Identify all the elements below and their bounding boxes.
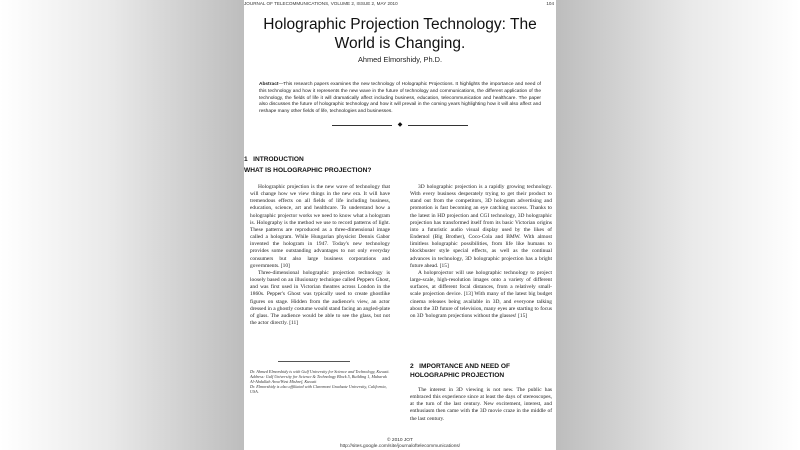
page-number: 104 xyxy=(546,1,554,6)
section-2-heading xyxy=(410,363,552,380)
viewer-background-left xyxy=(0,0,244,450)
copyright: © 2010 JOT xyxy=(387,438,413,443)
paragraph: 3D holographic projection is a rapidly growing technology. With every business desperately trying to get their product to stand out from the competitors, 3D hologram advertising and promotion is fast becoming an eye catching success. Thanks to the latest in HD projection and CGI technology, 3D holographic projection has transformed itself from its basic Victorian origins into a futuristic audio visual display used by the likes of Endemol (Big Brother), Coco-Cola and BMW. With almost limitless holographic possibilities, from life like humans to blockbuster style special effects, as well as the continual advances in technology, 3D holographic projection has a bright future ahead. [15] xyxy=(410,184,552,269)
section-1-subheading: WHAT IS HOLOGRAPHIC PROJECTION? xyxy=(244,167,372,174)
right-column xyxy=(410,184,552,320)
paragraph: Holographic projection is the new wave of technology that will change how we view things in the new era. It will have tremendous effects on all fields of life including business, education, science, art and healthcare. To understand how a holographic projector works we need to know what a hologram is. Holography is the method we use to record patterns of light. These patterns are reproduced as a three-dimensional image called a hologram. While Hungarian physicist Dennis Gabor invented the hologram in 1947. Today's new technology provides some outstanding advantages to not only everyday consumers but also large business corporations and governments. [10] xyxy=(250,184,390,269)
footnote: Dr. Ahmed Elmorshidy is with Gulf University for Science and Technology, Kuwait. Address: Gulf University for Science & Technology Block 5, Building 1, Mubarak Al-Abdullah Area/West Mishref, Kuwait xyxy=(250,369,390,385)
paper-title: Holographic Projection Technology: The World is Changing. xyxy=(263,16,537,52)
abstract xyxy=(259,82,541,116)
paragraph: Three-dimensional holographic projection technology is loosely based on an illusionary technique called Peppers Ghost, and was first used in Victorian theatres across London in the 1860s. Pepper's Ghost was typically used to create ghostlike figures on stage. Hidden from the audience's view, an actor dressed in a ghostly costume would stand facing an angled-plate of glass. The audience would be able to see the glass, but not the actor directly. [11] xyxy=(250,269,390,326)
section-1-heading xyxy=(244,156,304,165)
section-1-number: 1 xyxy=(244,156,248,163)
divider-line-left xyxy=(332,125,392,126)
diamond-icon: ◆ xyxy=(397,122,403,128)
journal-url[interactable]: http://sites.google.com/site/journaloftelecommunications/ xyxy=(339,444,461,449)
footnotes xyxy=(250,369,390,394)
abstract-label: Abstract xyxy=(259,82,279,87)
section-divider xyxy=(332,122,468,129)
viewer-background-right xyxy=(556,0,800,450)
paragraph: The interest in 3D viewing is not new. The public has embraced this experience since at least the days of stereoscopes, at the turn of the last century. New excitement, interest, and enthusiasm then came with the 3D movie craze in the middle of the last century. xyxy=(410,387,552,422)
left-column xyxy=(250,184,390,327)
footnote: Dr. Elmorshidy is also affiliated with Claremont Graduate University, California, USA. xyxy=(250,384,387,395)
section-2-title: IMPORTANCE AND NEED OF HOLOGRAPHIC PROJECTION xyxy=(410,363,511,379)
journal-name: JOURNAL OF TELECOMMUNICATIONS, VOLUME 2, ISSUE 2, MAY 2010 xyxy=(244,1,398,6)
author-name: Ahmed Elmorshidy, Ph.D. xyxy=(357,55,443,64)
paragraph: A holoprojector will use holographic technology to project large-scale, high-resolution images onto a variety of different surfaces, at different focal distances, from a relatively small-scale projection device. [13] With many of the latest big budget cinema releases being available in 3D, and everyone talking about the 3D future of television, many eyes are starting to focus on 3D 'hologram projections without the glasses! [15] xyxy=(410,269,552,319)
section-2-number: 2 xyxy=(410,363,414,370)
footnote-rule xyxy=(278,361,350,362)
section-2-body xyxy=(410,387,552,423)
abstract-text: —This research papers examines the new technology of Holographic Projections. It highlights the importance and need of this technology and how it represents the new wave in the future of technology and communications, the different application of the technology, the fields of life it will dramatically affect including business, education, telecommunication and healthcare. The paper also discusses the future of holographic technology and how it will prevail in the coming years highlighting how it will also affect and reshape many other fields of life, technologies and businesses. xyxy=(259,82,541,115)
divider-line-right xyxy=(408,125,468,126)
section-1-title: INTRODUCTION xyxy=(253,156,304,163)
document-page xyxy=(244,0,556,450)
